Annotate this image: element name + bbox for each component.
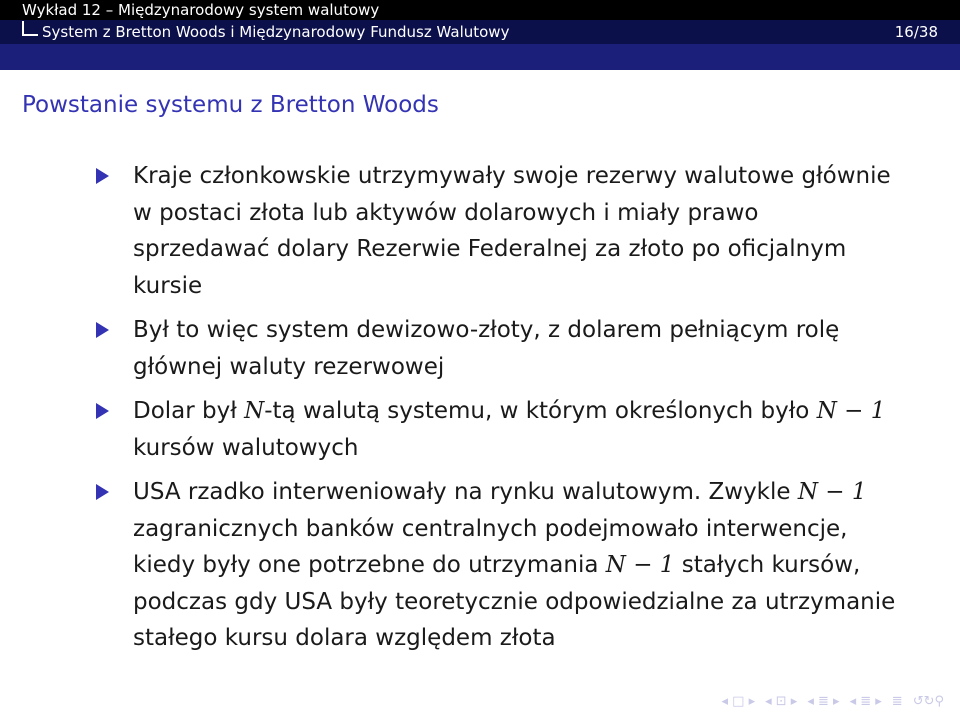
bullet-text-part: stałych kursów, podczas gdy USA były teoretycznie odpowiedzialne za utrzymanie stałego kursu dolara względem złota xyxy=(133,552,896,651)
math-n-minus-1: N − 1 xyxy=(605,552,675,578)
section-title[interactable]: Wykład 12 – Międzynarodowy system walutowy xyxy=(22,1,380,19)
subsection-tree-icon xyxy=(22,21,38,36)
bullet-text: Kraje członkowskie utrzymywały swoje rezerwy walutowe głównie w postaci złota lub aktywów dolarowych i miały prawo sprzedawać dolary Rezerwie Federalnej za złoto po oficjalnym kursie xyxy=(133,163,891,299)
bullet-text: Był to więc system dewizowo-złoty, z dolarem pełniącym rolę głównej waluty rezerwowej xyxy=(133,317,840,380)
nav-align-icon[interactable]: ≣ xyxy=(891,694,903,709)
math-n: N xyxy=(244,398,265,424)
nav-subsection-list-icon[interactable]: ◂ ≣ ▸ xyxy=(849,694,882,709)
bullet-text-part: zagranicznych banków centralnych podejmowało interwencje, kiedy były one potrzebne do utrzymania xyxy=(133,515,848,578)
headline-shade xyxy=(0,44,960,70)
subsection-title[interactable]: System z Bretton Woods i Międzynarodowy Fundusz Walutowy xyxy=(42,23,510,41)
list-item xyxy=(96,158,896,304)
math-n-minus-1: N − 1 xyxy=(816,398,886,424)
nav-subsection-icon[interactable]: ◂ ⊡ ▸ xyxy=(765,694,798,709)
bullet-text-part: USA rzadko interweniowały na rynku walutowym. Zwykle xyxy=(133,479,798,505)
list-item xyxy=(96,312,896,385)
nav-frame-icon[interactable]: ◂ □ ▸ xyxy=(721,694,756,709)
bullet-list xyxy=(96,158,896,665)
subsection-bar xyxy=(0,20,960,44)
bullet-text-part: Dolar był xyxy=(133,398,245,424)
frame-title: Powstanie systemu z Bretton Woods xyxy=(22,92,439,118)
list-item xyxy=(96,393,896,466)
triangle-bullet-icon xyxy=(96,484,109,500)
triangle-bullet-icon xyxy=(96,403,109,419)
math-n-minus-1: N − 1 xyxy=(797,479,867,505)
section-bar xyxy=(0,0,960,20)
triangle-bullet-icon xyxy=(96,168,109,184)
triangle-bullet-icon xyxy=(96,322,109,338)
bullet-text-part: -tą walutą systemu, w którym określonych było xyxy=(264,398,817,424)
nav-section-icon[interactable]: ◂ ≣ ▸ xyxy=(807,694,840,709)
beamer-navigation-bar xyxy=(722,694,944,709)
list-item xyxy=(96,474,896,657)
page-indicator: 16/38 xyxy=(894,23,938,41)
nav-search-icon[interactable]: ↺↻⚲ xyxy=(912,694,944,709)
beamer-headline xyxy=(0,0,960,70)
bullet-text-part: kursów walutowych xyxy=(133,434,359,461)
